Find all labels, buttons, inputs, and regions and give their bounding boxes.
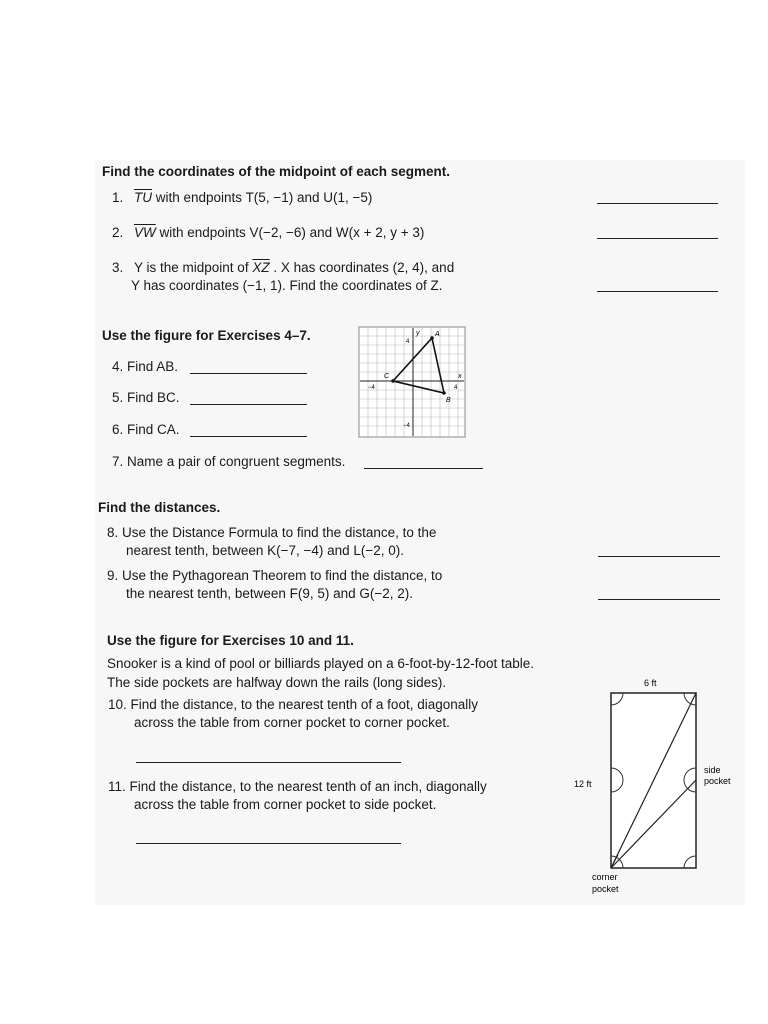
- exercise-2-text: with endpoints V(−2, −6) and W(x + 2, y + 3): [155, 225, 425, 240]
- corner-pocket-label-2: pocket: [592, 884, 619, 894]
- segment-XZ: $\overline{XZ}$: [252, 260, 270, 275]
- tick-label-neg4-y: −4: [403, 423, 410, 429]
- exercise-2: [112, 224, 424, 242]
- exercise-7: 7. Name a pair of congruent segments.: [112, 454, 346, 469]
- point-C: [391, 379, 395, 383]
- exercise-11-line2: across the table from corner pocket to side pocket.: [134, 797, 437, 812]
- label-B: B: [446, 397, 451, 404]
- label-C: C: [384, 373, 390, 380]
- answer-blank-7[interactable]: [364, 468, 483, 469]
- section4-heading: Use the figure for Exercises 10 and 11.: [107, 633, 354, 648]
- exercise-5: 5. Find BC.: [112, 390, 180, 405]
- exercise-9-line2: the nearest tenth, between F(9, 5) and G(−2, 2).: [126, 586, 414, 601]
- coordinate-grid-figure: [358, 326, 466, 438]
- exercise-10-line1: 10. Find the distance, to the nearest tenth of a foot, diagonally: [108, 697, 478, 712]
- section2-heading: Use the figure for Exercises 4–7.: [102, 328, 311, 343]
- side-pocket-label-1: side: [704, 765, 721, 775]
- exercise-9-line1: 9. Use the Pythagorean Theorem to find the distance, to: [107, 568, 443, 583]
- exercise-3-line2: Y has coordinates (−1, 1). Find the coordinates of Z.: [131, 278, 443, 293]
- intro-line-2: The side pockets are halfway down the rails (long sides).: [107, 675, 447, 690]
- answer-blank-10[interactable]: [136, 762, 401, 763]
- table-length-label: 12 ft: [574, 779, 592, 789]
- label-A: A: [435, 331, 440, 338]
- exercise-3-pre: Y is the midpoint of: [134, 260, 253, 275]
- table-width-label: 6 ft: [644, 678, 657, 688]
- answer-blank-11[interactable]: [136, 843, 401, 844]
- y-axis-label: y: [416, 330, 420, 337]
- tick-label-4-x: 4: [454, 385, 458, 391]
- tick-label-neg4-x: −4: [368, 385, 375, 391]
- point-B: [442, 391, 446, 395]
- exercise-1-text: with endpoints T(5, −1) and U(1, −5): [152, 190, 373, 205]
- exercise-6: 6. Find CA.: [112, 422, 180, 437]
- exercise-4: 4. Find AB.: [112, 359, 179, 374]
- exercise-3-number: 3.: [112, 260, 124, 275]
- exercise-8-line2: nearest tenth, between K(−7, −4) and L(−2, 0).: [126, 543, 405, 558]
- exercise-1: [112, 189, 372, 207]
- answer-blank-2[interactable]: [597, 238, 718, 239]
- exercise-11-line1: 11. Find the distance, to the nearest tenth of an inch, diagonally: [108, 779, 487, 794]
- tick-label-4-y: 4: [406, 339, 410, 345]
- segment-TU: $\overline{TU}$: [134, 190, 152, 205]
- answer-blank-4[interactable]: [190, 373, 307, 374]
- intro-line-1: Snooker is a kind of pool or billiards played on a 6-foot-by-12-foot table.: [107, 656, 534, 671]
- answer-blank-1[interactable]: [597, 203, 718, 204]
- x-axis-label: x: [458, 373, 462, 380]
- exercise-8-line1: 8. Use the Distance Formula to find the distance, to the: [107, 525, 437, 540]
- answer-blank-6[interactable]: [190, 436, 307, 437]
- section1-heading: Find the coordinates of the midpoint of each segment.: [102, 164, 451, 179]
- exercise-2-number: 2.: [112, 225, 124, 240]
- answer-blank-8[interactable]: [598, 556, 720, 557]
- segment-VW: $\overline{VW}$: [134, 225, 156, 240]
- answer-blank-9[interactable]: [598, 599, 720, 600]
- exercise-1-number: 1.: [112, 190, 124, 205]
- answer-blank-3[interactable]: [597, 291, 718, 292]
- answer-blank-5[interactable]: [190, 404, 307, 405]
- section3-heading: Find the distances.: [98, 500, 221, 515]
- side-pocket-label-2: pocket: [704, 776, 731, 786]
- corner-pocket-label-1: corner: [592, 872, 618, 882]
- exercise-3: [112, 259, 454, 277]
- point-A: [430, 336, 434, 340]
- exercise-3-text: . X has coordinates (2, 4), and: [269, 260, 455, 275]
- snooker-table-figure: [570, 672, 745, 902]
- exercise-10-line2: across the table from corner pocket to corner pocket.: [134, 715, 450, 730]
